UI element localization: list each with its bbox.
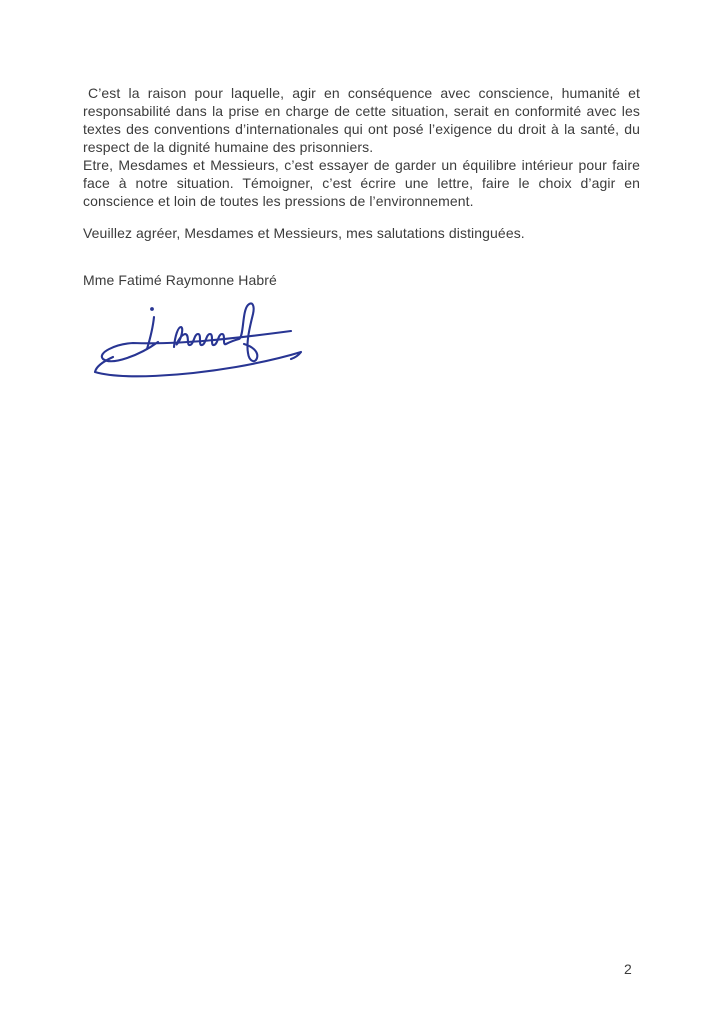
body-paragraph-1: C’est la raison pour laquelle, agir en conséquence avec conscience, humanité et responsabilité dans la prise en charge de cette situation, serait en conformité avec les textes des conventions d’internationales qui ont posé l’exigence du droit à la santé, du respect de la dignité humaine des prisonniers.	[83, 85, 640, 155]
letter-body	[83, 84, 640, 289]
signature-stroke-dot	[150, 307, 154, 311]
body-paragraph-2: Etre, Mesdames et Messieurs, c’est essayer de garder un équilibre intérieur pour faire face à notre situation. Témoigner, c’est écrire une lettre, faire le choix d’agir en conscience et loin de toutes les pressions de l’environnement.	[83, 157, 640, 209]
page-number: 2	[624, 961, 632, 977]
handwritten-signature-icon	[88, 296, 308, 388]
closing-line: Veuillez agréer, Mesdames et Messieurs, mes salutations distinguées.	[83, 225, 525, 241]
signatory-name: Mme Fatimé Raymonne Habré	[83, 272, 277, 288]
signature-stroke-letters	[174, 303, 257, 361]
signature-image	[88, 296, 308, 388]
signature-stroke-sweep	[95, 352, 301, 376]
